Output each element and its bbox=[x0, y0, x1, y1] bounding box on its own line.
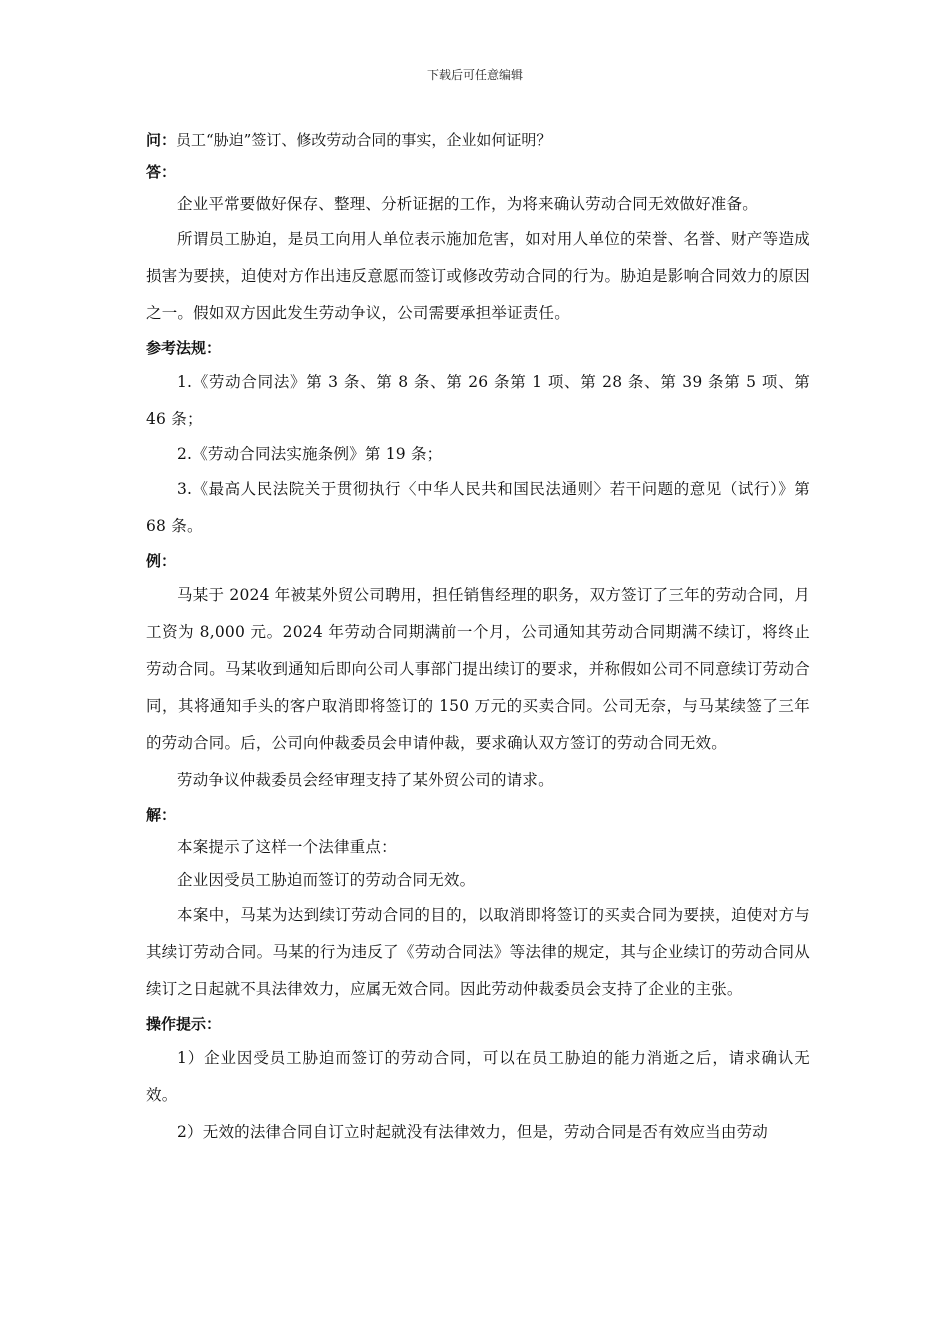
reference-item: 2.《劳动合同法实施条例》第 19 条； bbox=[177, 445, 443, 463]
example-label: 例： bbox=[146, 552, 177, 570]
question-label: 问： bbox=[146, 131, 177, 149]
solution-label: 解： bbox=[146, 806, 177, 824]
answer-label: 答： bbox=[146, 163, 177, 181]
example-paragraph: 劳动争议仲裁委员会经审理支持了某外贸公司的请求。 bbox=[177, 771, 554, 789]
answer-paragraph: 企业平常要做好保存、整理、分析证据的工作，为将来确认劳动合同无效做好准备。 bbox=[177, 195, 758, 213]
question-line bbox=[146, 124, 810, 156]
reference-item: 1.《劳动合同法》第 3 条、第 8 条、第 26 条第 1 项、第 28 条、第 39 条第 5 项、第 46 条； bbox=[146, 373, 810, 428]
tips-paragraph: 2）无效的法律合同自订立时起就没有法律效力，但是，劳动合同是否有效应当由劳动 bbox=[177, 1123, 768, 1141]
solution-paragraph: 企业因受员工胁迫而签订的劳动合同无效。 bbox=[177, 871, 476, 889]
solution-paragraph: 本案提示了这样一个法律重点： bbox=[177, 838, 397, 856]
tips-paragraph: 1）企业因受员工胁迫而签订的劳动合同，可以在员工胁迫的能力消逝之后，请求确认无效。 bbox=[146, 1049, 810, 1104]
reference-item: 3.《最高人民法院关于贯彻执行〈中华人民共和国民法通则〉若干问题的意见（试行）》第 68 条。 bbox=[146, 480, 810, 535]
solution-paragraph: 本案中，马某为达到续订劳动合同的目的，以取消即将签订的买卖合同为要挟，迫使对方与其续订劳动合同。马某的行为违反了《劳动合同法》等法律的规定，其与企业续订的劳动合同从续订之日起就不具法律效力，应属无效合同。因此劳动仲裁委员会支持了企业的主张。 bbox=[146, 906, 810, 998]
question-text: 员工“胁迫”签订、修改劳动合同的事实，企业如何证明？ bbox=[176, 131, 552, 149]
tips-label: 操作提示： bbox=[146, 1015, 222, 1033]
references-label: 参考法规： bbox=[146, 339, 222, 357]
page-header: 下载后可任意编辑 bbox=[426, 68, 523, 82]
example-paragraph: 马某于 2024 年被某外贸公司聘用，担任销售经理的职务，双方签订了三年的劳动合同，月工资为 8,000 元。2024 年劳动合同期满前一个月，公司通知其劳动合同期满不续订，将终止劳动合同。马某收到通知后即向公司人事部门提出续订的要求，并称假如公司不同意续订劳动合同，其将通知手头的客户取消即将签订的 150 万元的买卖合同。公司无奈，与马某续签了三年的劳动合同。后，公司向仲裁委员会申请仲裁，要求确认双方签订的劳动合同无效。 bbox=[146, 586, 810, 752]
document-body bbox=[146, 124, 810, 1151]
answer-paragraph: 所谓员工胁迫，是员工向用人单位表示施加危害，如对用人单位的荣誉、名誉、财产等造成损害为要挟，迫使对方作出违反意愿而签订或修改劳动合同的行为。胁迫是影响合同效力的原因之一。假如双方因此发生劳动争议，公司需要承担举证责任。 bbox=[146, 230, 810, 322]
